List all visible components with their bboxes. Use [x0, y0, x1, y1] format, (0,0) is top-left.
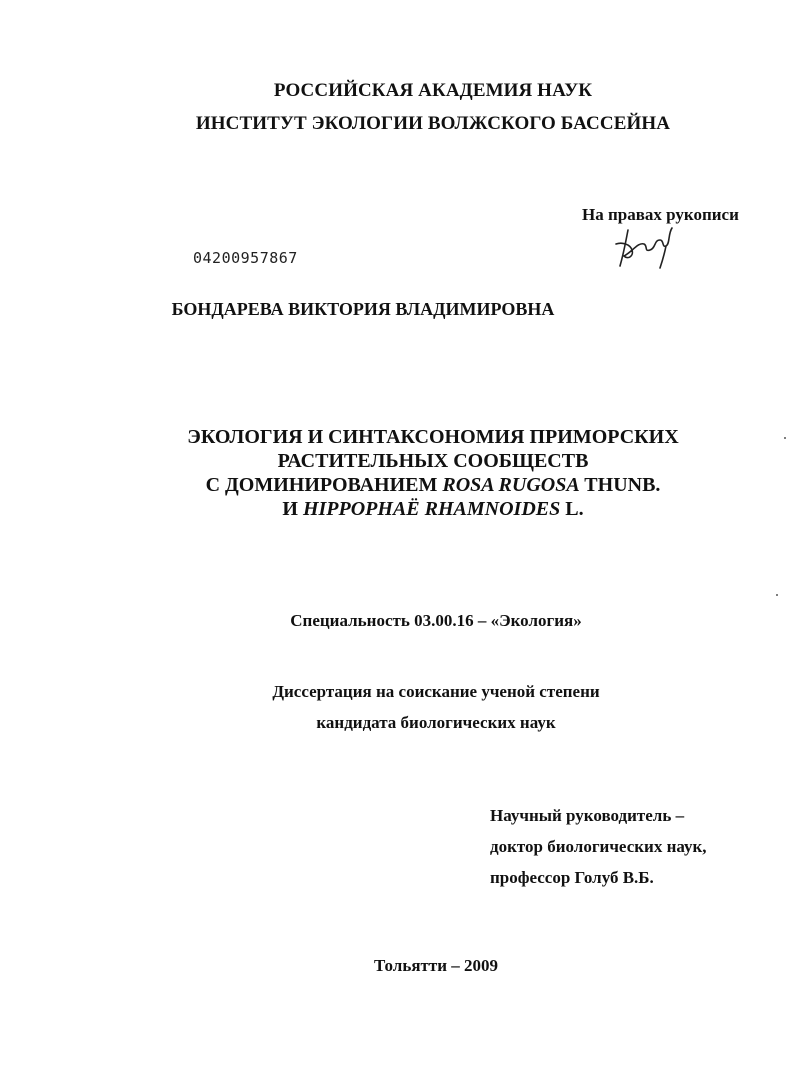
supervisor-line-2: доктор биологических наук, — [490, 837, 707, 856]
title-line-1: ЭКОЛОГИЯ И СИНТАКСОНОМИЯ ПРИМОРСКИХ — [187, 426, 679, 448]
place-and-year: Тольятти – 2009 — [373, 956, 499, 975]
degree-line-1: Диссертация на соискание ученой степени — [272, 682, 600, 701]
manuscript-rights-note: На правах рукописи — [582, 205, 739, 224]
title-line-4 — [35, 497, 796, 521]
dissertation-title — [35, 425, 796, 521]
supervisor-line-3: профессор Голуб В.Б. — [490, 868, 654, 887]
scan-speck — [776, 594, 778, 596]
species-hippophae-rhamnoides: HIPPOPHAË RHAMNOIDES — [302, 498, 561, 520]
scan-speck — [784, 437, 786, 439]
handwritten-signature — [610, 222, 675, 272]
institute-name: ИНСТИТУТ ЭКОЛОГИИ ВОЛЖСКОГО БАССЕЙНА — [195, 113, 671, 134]
title-line-4-prefix: И — [282, 498, 303, 520]
degree-line-2: кандидата биологических наук — [316, 713, 556, 732]
specialty: Специальность 03.00.16 – «Экология» — [290, 611, 582, 630]
title-line-4-suffix: L. — [560, 498, 584, 520]
title-line-2: РАСТИТЕЛЬНЫХ СООБЩЕСТВ — [277, 450, 589, 472]
supervisor-block — [490, 800, 707, 893]
academy-name: РОССИЙСКАЯ АКАДЕМИЯ НАУК — [273, 80, 593, 101]
inventory-number: 04200957867 — [193, 249, 298, 267]
title-line-3-suffix: THUNB. — [579, 474, 661, 496]
title-line-3 — [35, 473, 796, 497]
supervisor-line-1: Научный руководитель – — [490, 806, 685, 825]
species-rosa-rugosa: ROSA RUGOSA — [442, 474, 580, 496]
degree-statement — [38, 676, 796, 738]
title-line-3-prefix: С ДОМИНИРОВАНИЕМ — [205, 474, 443, 496]
author-name: БОНДАРЕВА ВИКТОРИЯ ВЛАДИМИРОВНА — [171, 299, 555, 319]
